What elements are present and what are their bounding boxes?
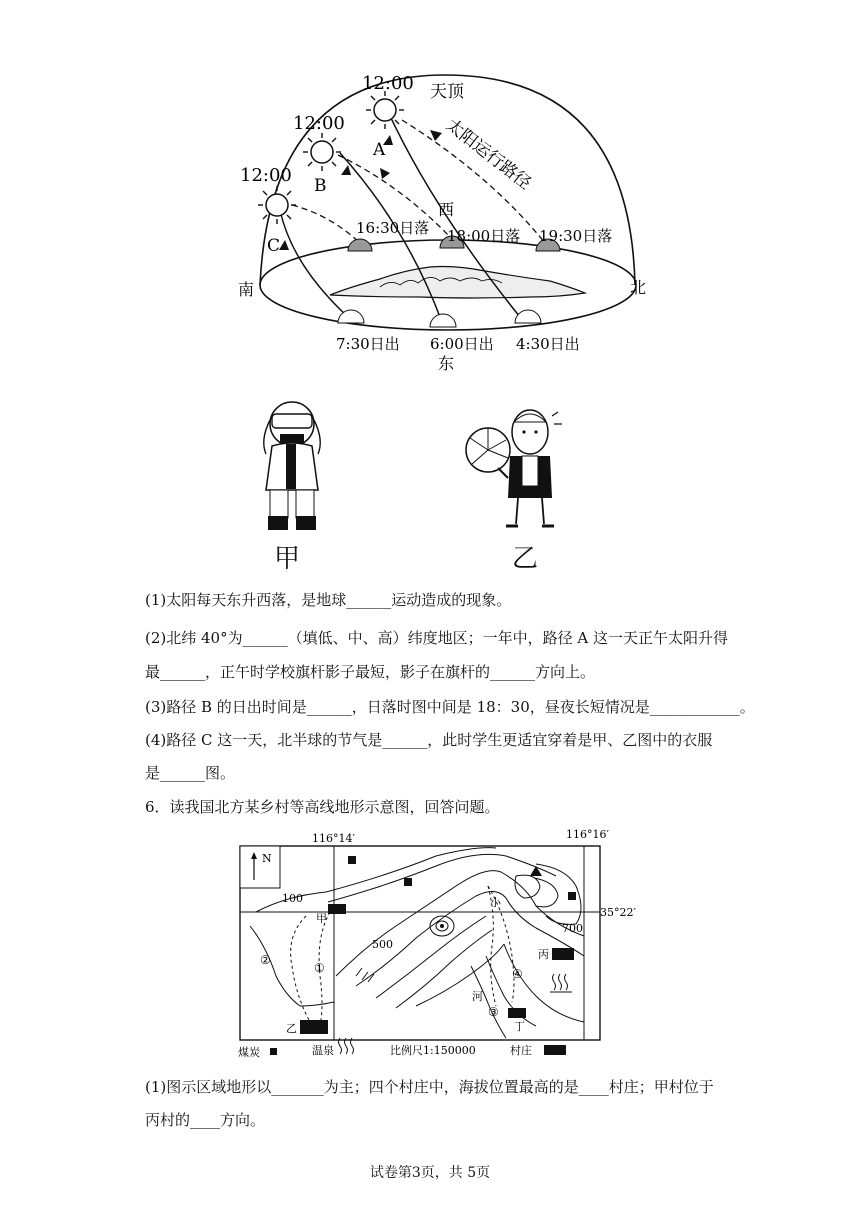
noon-time-b: 12:00 xyxy=(293,113,345,134)
west-label: 西 xyxy=(438,200,455,219)
question-6-1-line2: 丙村的____方向。 xyxy=(145,1111,266,1129)
question-3: (3)路径 B 的日出时间是______，日落时图中间是 18：30，昼夜长短情况是____________。 xyxy=(145,698,755,716)
contour-map xyxy=(236,826,636,1060)
north-arrow-label: N xyxy=(262,852,272,865)
village-yi: 乙 xyxy=(286,1022,297,1035)
zenith-label: 天顶 xyxy=(430,82,464,102)
legend-coal: 煤炭 xyxy=(238,1046,260,1059)
path-c-label: C xyxy=(267,236,281,256)
question-1: (1)太阳每天东升西落，是地球______运动造成的现象。 xyxy=(145,591,512,609)
path-a-label: A xyxy=(373,140,386,160)
sunrise-b: 6:00日出 xyxy=(430,335,494,353)
winter-clothing-figure xyxy=(252,400,332,535)
lon-right-label: 116°16′ xyxy=(566,828,609,841)
summer-clothing-figure xyxy=(460,400,580,535)
noon-time-a: 12:00 xyxy=(362,73,414,94)
legend-village: 村庄 xyxy=(510,1044,532,1057)
question-6-1-line1: (1)图示区域地形以_______为主；四个村庄中，海拔位置最高的是____村庄；甲村位于 xyxy=(145,1078,714,1096)
lat-label: 35°22′ xyxy=(600,906,636,919)
sunrise-a: 4:30日出 xyxy=(516,335,580,353)
figure-label-jia: 甲 xyxy=(274,544,301,574)
sun-path-label: 太阳运行路径 xyxy=(441,115,535,194)
contour-500: 500 xyxy=(372,938,393,951)
contour-700: 700 xyxy=(562,922,583,935)
noon-time-c: 12:00 xyxy=(240,165,292,186)
south-label: 南 xyxy=(238,280,255,299)
page-footer: 试卷第3页，共 5页 xyxy=(369,1165,491,1181)
road-2: ② xyxy=(260,953,271,967)
village-jia: 甲 xyxy=(316,912,327,925)
sun-path-diagram xyxy=(230,65,660,375)
sun-icon xyxy=(258,186,296,224)
village-bing: 丙 xyxy=(538,948,549,961)
question-2-line1: (2)北纬 40°为______（填低、中、高）纬度地区；一年中，路径 A 这一天正午太阳升得 xyxy=(145,629,728,647)
road-4: ④ xyxy=(512,967,523,981)
question-2-line2: 最______，正午时学校旗杆影子最短，影子在旗杆的______方向上。 xyxy=(145,663,596,681)
legend-hotspring: 温泉 xyxy=(312,1044,334,1057)
road-1: ① xyxy=(314,961,325,975)
village-ding: 丁 xyxy=(514,1020,525,1033)
sunrise-c: 7:30日出 xyxy=(336,335,400,353)
river-label-xiao: 小 xyxy=(490,896,501,909)
sunset-a: 19:30日落 xyxy=(539,227,613,245)
sun-icon xyxy=(366,91,404,129)
question-4-line1: (4)路径 C 这一天，北半球的节气是______，此时学生更适宜穿着是甲、乙图中的衣服 xyxy=(145,731,713,749)
sunset-c: 16:30日落 xyxy=(356,219,430,237)
river-label-he: 河 xyxy=(472,990,483,1003)
north-label: 北 xyxy=(630,278,647,297)
legend-scale: 比例尺1:150000 xyxy=(390,1044,476,1057)
question-6-title: 6．读我国北方某乡村等高线地形示意图，回答问题。 xyxy=(145,798,500,816)
path-b-label: B xyxy=(314,176,327,196)
question-4-line2: 是______图。 xyxy=(145,764,236,782)
road-3: ③ xyxy=(488,1005,499,1019)
sunset-b: 18:00日落 xyxy=(447,227,521,245)
contour-100: 100 xyxy=(282,892,303,905)
east-label: 东 xyxy=(438,354,455,373)
figure-label-yi: 乙 xyxy=(512,544,539,574)
lon-left-label: 116°14′ xyxy=(312,832,355,845)
sun-icon xyxy=(303,133,341,171)
